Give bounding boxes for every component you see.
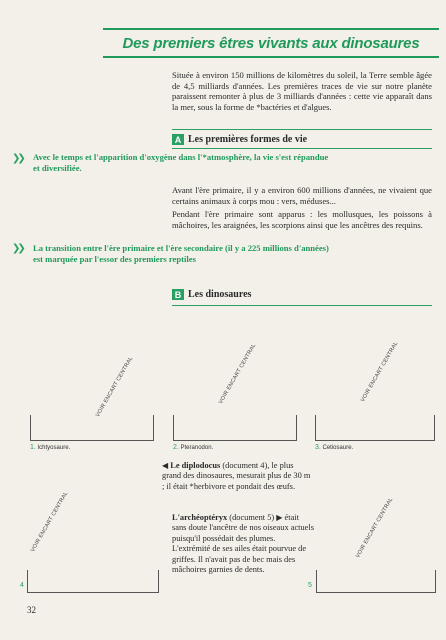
arrow-bullet-icon: ❯❯	[12, 153, 23, 164]
figure-4-placeholder-label: VOIR ENCART CENTRAL	[30, 490, 70, 553]
arrow-bullet-icon: ❯❯	[12, 243, 23, 254]
divider	[172, 129, 432, 130]
figure-5-number: 5	[308, 582, 312, 589]
diplodocus-lead: Le diplodocus	[170, 461, 221, 470]
intro-paragraph: Située à environ 150 millions de kilomètres du soleil, la Terre semble âgée de 4,5 milliards d'années. Les premières traces de vie sur notre planète paraissent remonter à plus de 3 milliards d'années : cette vie apparaît dans la mer, sous la forme de *bactéries et d'algues.	[172, 70, 432, 112]
figure-3-caption	[315, 444, 353, 451]
figure-1-placeholder-label: VOIR ENCART CENTRAL	[95, 355, 135, 418]
divider	[172, 305, 432, 306]
key-note-1: Avec le temps et l'apparition d'oxygène dans l'*atmosphère, la vie s'est répandue et diversifiée.	[33, 152, 329, 173]
title-banner	[103, 28, 439, 58]
figure-2-number: 2.	[173, 444, 179, 451]
diplodocus-doc-ref: (document 4),	[222, 461, 270, 470]
divider	[172, 148, 432, 149]
diplodocus-paragraph	[162, 461, 312, 492]
figure-2-placeholder-label: VOIR ENCART CENTRAL	[218, 342, 258, 405]
section-a-heading	[172, 134, 307, 145]
diplodocus-text: le plus grand des dinosaures, mesurait plus de 30 m ; il était *herbivore et pondait des œufs.	[162, 461, 311, 491]
paragraph-precambrian: Avant l'ère primaire, il y a environ 600 millions d'années, ne vivaient que certains animaux à corps mou : vers, méduses...	[172, 185, 432, 206]
figure-1-number: 1.	[30, 444, 36, 451]
section-b-heading	[172, 289, 251, 300]
figure-3-placeholder-label: VOIR ENCART CENTRAL	[360, 340, 400, 403]
section-a-title: Les premières formes de vie	[188, 134, 308, 145]
figure-2-frame	[173, 415, 297, 441]
page-title: Des premiers êtres vivants aux dinosaures	[122, 34, 420, 52]
section-a-badge: A	[172, 134, 184, 145]
figure-2-caption-text: Pteranodon.	[180, 445, 214, 451]
figure-5-frame	[316, 570, 436, 593]
figure-3-frame	[315, 415, 435, 441]
figure-1-frame	[30, 415, 154, 441]
archeopteryx-text: était sans doute l'ancêtre de nos oiseaux actuels puisqu'il possédait des plumes. L'extrémité de ses ailes était pourvue de griffes. Il n'avait pas de bec mais des mâchoires garnies de dents.	[172, 513, 314, 575]
archeopteryx-doc-ref: (document 5)	[229, 513, 275, 522]
figure-5-placeholder-label: VOIR ENCART CENTRAL	[355, 496, 395, 559]
section-b-badge: B	[172, 289, 184, 300]
figure-1-caption-text: Ichtyosaure.	[37, 445, 71, 451]
section-b-title: Les dinosaures	[188, 289, 252, 300]
figure-5-caption	[308, 582, 312, 589]
figure-3-caption-text: Cetiosaure.	[322, 445, 354, 451]
figure-3-number: 3.	[315, 444, 321, 451]
figure-4-number: 4	[20, 582, 24, 589]
triangle-right-icon: ▶	[276, 513, 283, 522]
archeopteryx-paragraph	[172, 513, 314, 575]
figure-4-caption	[20, 582, 24, 589]
figure-2-caption	[173, 444, 213, 451]
key-note-2: La transition entre l'ère primaire et l'ère secondaire (il y a 225 millions d'années) est marquée par l'essor des premiers reptiles	[33, 243, 329, 264]
figure-1-caption	[30, 444, 70, 451]
paragraph-primary-era: Pendant l'ère primaire sont apparus : les mollusques, les poissons à mâchoires, les araignées, les scorpions ainsi que les ancêtres des requins.	[172, 209, 432, 230]
triangle-left-icon: ◀	[162, 461, 169, 470]
page-number: 32	[27, 605, 36, 615]
figure-4-frame	[27, 570, 159, 593]
archeopteryx-lead: L'archéoptéryx	[172, 513, 228, 522]
